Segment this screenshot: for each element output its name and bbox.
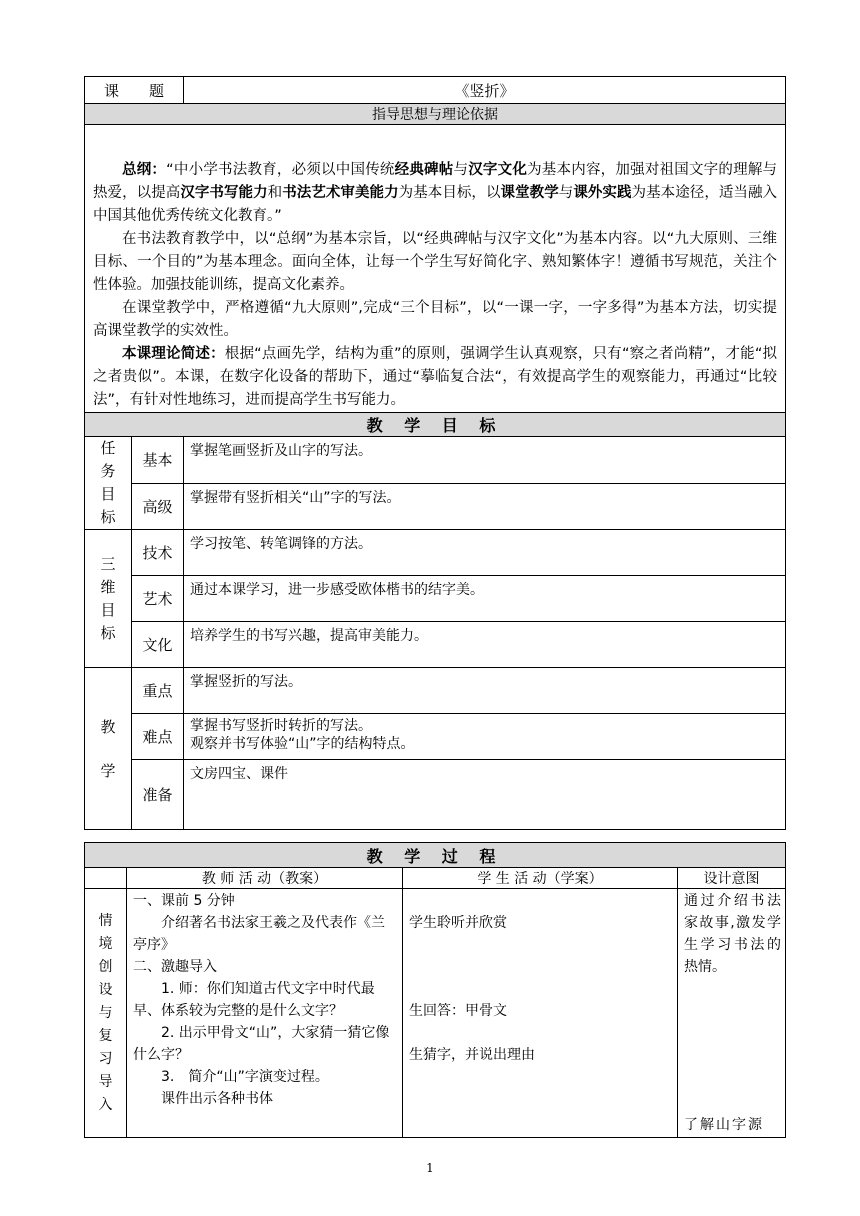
guidance-paragraph-4	[93, 343, 777, 412]
paragraph-text: 与	[453, 162, 469, 178]
emphasis-text: 经典碑帖	[394, 162, 454, 178]
objective-text: 掌握竖折的写法。	[184, 668, 786, 714]
topic-value: 《竖折》	[184, 77, 786, 104]
student-line: 生回答：甲骨文	[409, 1003, 507, 1019]
student-line: 学生聆听并欣赏	[409, 915, 507, 931]
theory-label: 本课理论简述：	[122, 346, 225, 362]
guidance-body	[85, 125, 786, 413]
objective-text: 培养学生的书写兴趣，提高审美能力。	[184, 622, 786, 668]
emphasis-text: 总纲：	[122, 162, 167, 178]
topic-label: 课 题	[85, 77, 184, 104]
objectives-title: 教 学 目 标	[85, 413, 786, 437]
category-teaching: 教 学	[85, 668, 132, 830]
teacher-line: 二、激趣导入	[133, 959, 217, 975]
intent-text: 通过介绍书法家故事,激发学生学习书法的热情。	[684, 893, 782, 975]
emphasis-text: 课堂教学	[500, 185, 559, 201]
objective-label: 准备	[132, 760, 184, 830]
objective-label: 难点	[132, 714, 184, 760]
emphasis-text: 书法艺术审美能力	[282, 185, 399, 201]
design-intent-header: 设计意图	[678, 868, 786, 889]
objective-text: 通过本课学习，进一步感受欧体楷书的结字美。	[184, 576, 786, 622]
emphasis-text: 课外实践	[573, 185, 632, 201]
category-task-goals: 任 务 目 标	[85, 437, 132, 530]
objective-label: 重点	[132, 668, 184, 714]
lesson-plan-table	[84, 76, 786, 830]
guidance-paragraph-2: 在书法教育教学中，以“总纲”为基本宗旨，以“经典碑帖与汉字文化”为基本内容。以“九大原则、三维目标、一个目的”为基本理念。面向全体，让每一个学生写好简化字、熟知繁体字！遵循书写规范，关注个性体验。加强技能训练，提高文化素养。	[93, 231, 778, 293]
teacher-line: 2. 出示甲骨文“山”，大家猜一猜它像什么字？	[133, 1025, 390, 1063]
student-activity	[403, 889, 678, 1138]
theory-text: 根据“点画先学，结构为重”的原则，强调学生认真观察，只有“察之者尚精”，才能“拟之者贵似”。本课，在数字化设备的帮助下，通过“摹临复合法“，有效提高学生的观察能力，再通过“比较法”，有针对性地练习，进而提高学生书写能力。	[93, 346, 778, 408]
category-three-dim-goals: 三 维 目 标	[85, 530, 132, 668]
objective-label: 技术	[132, 530, 184, 576]
paragraph-text: 与	[558, 185, 574, 201]
paragraph-text: 和	[267, 185, 283, 201]
paragraph-text: “中小学书法教育，必须以中国传统	[166, 162, 395, 178]
objective-text: 学习按笔、转笔调锋的方法。	[184, 530, 786, 576]
teacher-activity	[127, 889, 403, 1138]
student-line: 生猜字，并说出理由	[409, 1047, 535, 1063]
student-activity-header: 学 生 活 动（学案）	[403, 868, 678, 889]
guidance-title: 指导思想与理论依据	[85, 104, 786, 125]
paragraph-text: 为基本内容，加强对祖国文字的理解与热爱，以提高	[93, 162, 778, 201]
header-blank	[85, 868, 127, 889]
objective-label: 基本	[132, 437, 184, 484]
guidance-paragraph-3: 在课堂教学中，严格遵循“九大原则”,完成“三个目标”，以“一课一字，一字多得”为基本方法，切实提高课堂教学的实效性。	[93, 300, 778, 339]
design-intent	[678, 889, 786, 1138]
objective-label: 文化	[132, 622, 184, 668]
objective-label: 艺术	[132, 576, 184, 622]
page-number: 1	[426, 1161, 434, 1175]
teacher-line: 介绍著名书法家王羲之及代表作《兰亭序》	[133, 915, 385, 953]
objective-text: 文房四宝、课件	[184, 760, 786, 830]
teacher-line: 1. 师：你们知道古代文字中时代最早、体系较为完整的是什么文字？	[133, 981, 375, 1019]
emphasis-text: 汉字文化	[468, 162, 528, 178]
emphasis-text: 汉字书写能力	[180, 185, 268, 201]
objective-text: 掌握书写竖折时转折的写法。 观察并书写体验“山”字的结构特点。	[184, 714, 786, 760]
teacher-line: 3. 简介“山”字演变过程。	[161, 1069, 329, 1085]
objective-text: 掌握带有竖折相关“山”字的写法。	[184, 483, 786, 530]
objective-text: 掌握笔画竖折及山字的写法。	[184, 437, 786, 484]
paragraph-text: 为基本途径，适当融入中国其他优秀传统文化教育。”	[93, 185, 778, 224]
process-table	[84, 842, 786, 1138]
teacher-line: 一、课前 5 分钟	[133, 893, 235, 909]
intent-text: 了解山字源	[684, 1117, 764, 1133]
teacher-activity-header: 教 师 活 动（教案）	[127, 868, 403, 889]
stage-scenario-review-intro: 情 境 创 设 与 复 习 导 入	[85, 889, 127, 1138]
teacher-line: 课件出示各种书体	[161, 1091, 273, 1107]
objective-label: 高级	[132, 483, 184, 530]
paragraph-text: 为基本目标，以	[398, 185, 501, 201]
process-title: 教 学 过 程	[85, 843, 786, 868]
guidance-paragraph-1	[93, 159, 777, 228]
